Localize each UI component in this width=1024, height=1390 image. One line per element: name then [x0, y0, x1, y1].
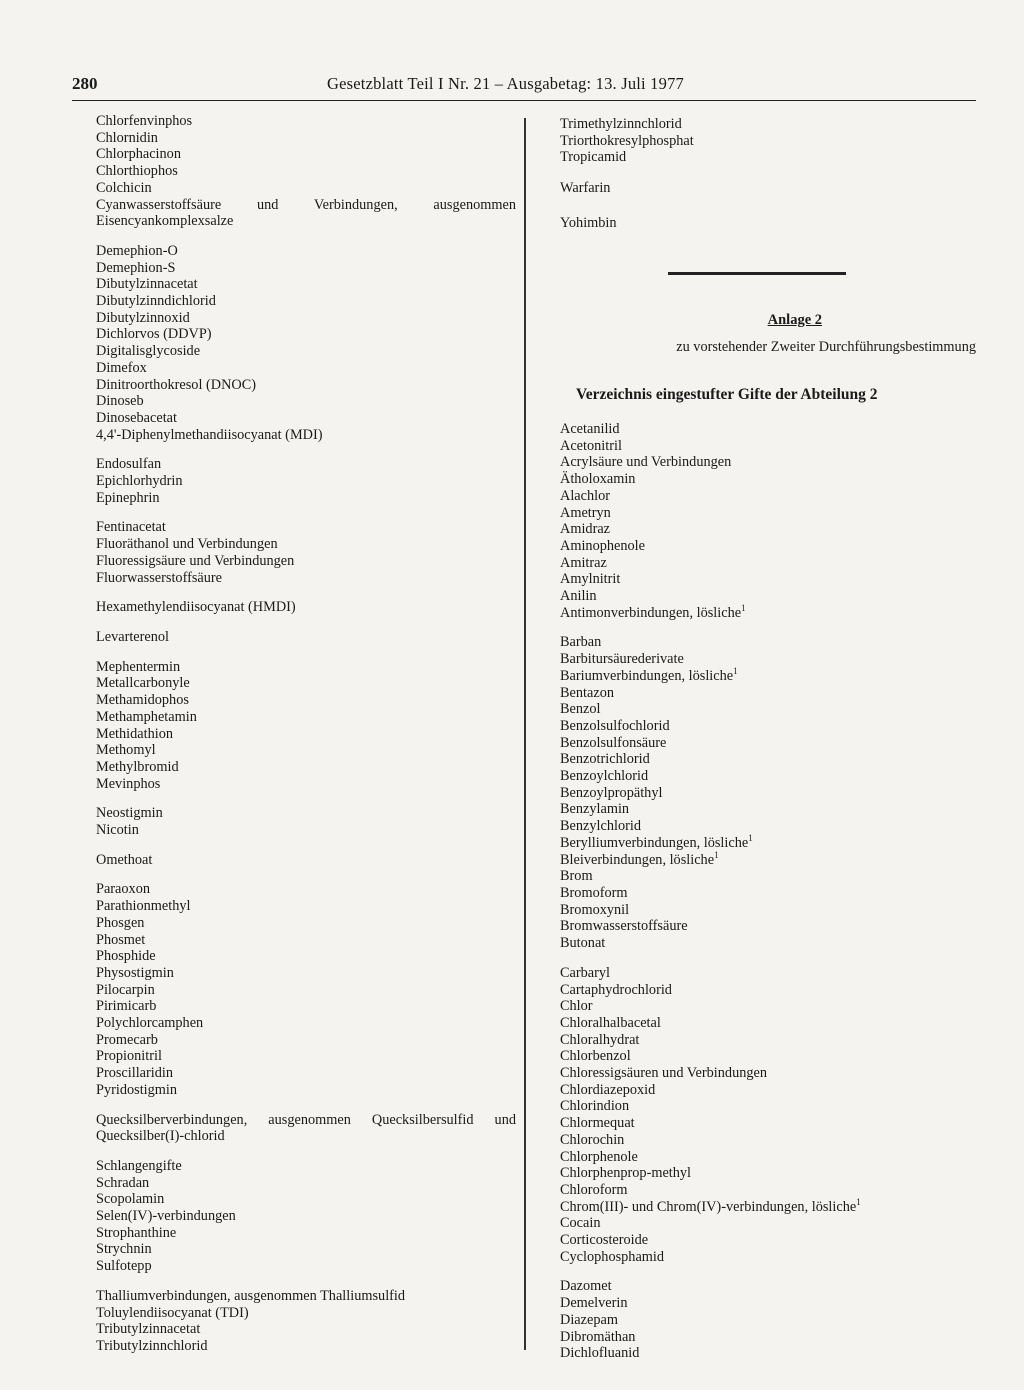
list-item: Metallcarbonyle — [96, 675, 190, 692]
list-item: Cyanwasserstoffsäure und Verbindungen, ausgenommen Eisencyankomplexsalze — [96, 196, 516, 230]
list-item: Chloralhalbacetal — [560, 1014, 661, 1031]
list-item: Thalliumverbindungen, ausgenommen Thalliumsulfid — [96, 1287, 406, 1304]
list-item: Trimethylzinnchlorid — [560, 116, 682, 132]
list-item: Benzoylpropäthyl — [560, 784, 663, 801]
list-item: Chrom(III)- und Chrom(IV)-verbindungen, lösliche$^1$ — [560, 1196, 861, 1215]
list-item: Benzylchlorid — [560, 818, 641, 835]
list-item: Barban — [560, 634, 602, 651]
list-item: Acetonitril — [560, 437, 622, 454]
list-item: Butonat — [560, 935, 606, 952]
list-item: Methomyl — [96, 742, 156, 759]
list-item: Omethoat — [96, 851, 153, 868]
list-item: Acrylsäure und Verbindungen — [560, 454, 732, 471]
list-item: Nicotin — [96, 822, 139, 839]
list-item: Fluoräthanol und Verbindungen — [96, 536, 278, 553]
list-item: Chlorphenole — [560, 1148, 638, 1165]
list-item: Anilin — [560, 588, 597, 605]
list-item: Chlorphacinon — [96, 146, 181, 163]
list-item: Chlorochin — [560, 1131, 625, 1148]
list-item: Brom — [560, 868, 593, 885]
list-item: Diazepam — [560, 1311, 618, 1328]
section-rule — [668, 272, 846, 275]
list-item: Digitalisglycoside — [96, 343, 201, 360]
list-item: Amitraz — [560, 554, 607, 571]
list-item: Carbaryl — [560, 964, 611, 981]
list-group — [96, 805, 516, 838]
list-item: Promecarb — [96, 1031, 158, 1048]
list-item: Tropicamid — [560, 149, 627, 166]
list-item: Methamidophos — [96, 692, 189, 709]
list-group — [560, 965, 980, 1266]
list-group — [96, 456, 516, 506]
list-item: Hexamethylendiisocyanat (HMDI) — [96, 599, 296, 616]
list-item: Warfarin — [560, 180, 611, 197]
list-item: Schlangengifte — [96, 1157, 182, 1174]
list-item: Fluorwasserstoffsäure — [96, 569, 222, 586]
list-group — [96, 243, 516, 443]
list-item: Chlorindion — [560, 1098, 630, 1115]
list-item: Tributylzinnchlorid — [96, 1338, 208, 1354]
anlage-subtitle: zu vorstehender Zweiter Durchführungsbestimmung — [676, 339, 976, 355]
list-item: Quecksilberverbindungen, ausgenommen Quecksilbersulfid und Quecksilber(I)-chlorid — [96, 1111, 516, 1145]
list-item: Mephentermin — [96, 658, 181, 675]
list-item: Corticosteroide — [560, 1232, 649, 1249]
list-item: Mevinphos — [96, 775, 161, 792]
list-item: Barbitursäurederivate — [560, 651, 684, 668]
list-group — [96, 881, 516, 1098]
page-header — [72, 74, 976, 101]
list-item: Phosmet — [96, 931, 146, 948]
list-group — [96, 852, 516, 869]
list-group — [560, 634, 980, 951]
header-title: Gesetzblatt Teil I Nr. 21 – Ausgabetag: 13. Juli 1977 — [327, 74, 684, 93]
list-item: Acetanilid — [560, 421, 620, 437]
list-item: Schradan — [96, 1174, 150, 1191]
list-item: Phosphide — [96, 948, 156, 965]
list-item: 4,4'-Diphenylmethandiisocyanat (MDI) — [96, 426, 323, 443]
abteilung-2-list — [560, 421, 980, 1375]
list-item: Bromoform — [560, 884, 628, 901]
list-item: Chlornidin — [96, 129, 158, 146]
list-item: Berylliumverbindungen, lösliche$^1$ — [560, 833, 753, 851]
list-item: Dibutylzinnacetat — [96, 276, 198, 293]
list-item: Demephion-O — [96, 242, 178, 259]
list-item: Dichlofluanid — [560, 1345, 640, 1362]
list-item: Ametryn — [560, 504, 611, 521]
list-item: Alachlor — [560, 487, 611, 504]
section-heading: Verzeichnis eingestufter Gifte der Abteilung 2 — [576, 386, 878, 403]
list-item: Fluoressigsäure und Verbindungen — [96, 552, 295, 569]
list-item: Triorthokresylphosphat — [560, 132, 694, 149]
list-item: Benzolsulfochlorid — [560, 717, 670, 734]
list-item: Propionitril — [96, 1048, 162, 1065]
list-item: Chloralhydrat — [560, 1031, 640, 1048]
list-item: Demelverin — [560, 1295, 628, 1312]
list-item: Polychlorcamphen — [96, 1015, 204, 1032]
list-item: Dazomet — [560, 1278, 612, 1295]
list-item: Fentinacetat — [96, 519, 166, 536]
list-item: Pirimicarb — [96, 998, 157, 1015]
column-divider — [524, 118, 526, 1350]
list-item: Antimonverbindungen, lösliche$^1$ — [560, 602, 746, 621]
list-item: Bleiverbindungen, lösliche$^1$ — [560, 849, 719, 868]
list-group — [560, 116, 980, 166]
list-item: Aminophenole — [560, 537, 645, 554]
right-column-continued-list — [560, 116, 980, 232]
list-item: Cocain — [560, 1215, 601, 1232]
list-item: Paraoxon — [96, 881, 150, 898]
list-item: Phosgen — [96, 914, 145, 931]
list-group — [96, 1288, 516, 1355]
list-item: Pilocarpin — [96, 981, 155, 998]
list-group — [560, 180, 980, 197]
list-item: Benzotrichlorid — [560, 751, 650, 768]
list-item: Cartaphydrochlorid — [560, 981, 672, 998]
list-item: Chlorfenvinphos — [96, 113, 193, 129]
list-item: Dimefox — [96, 359, 147, 376]
list-item: Chlormequat — [560, 1115, 635, 1132]
list-item: Methylbromid — [96, 758, 179, 775]
list-item: Bentazon — [560, 684, 614, 701]
list-item: Bromoxynil — [560, 901, 630, 918]
list-group — [560, 421, 980, 621]
list-group — [96, 1158, 516, 1275]
list-item: Epinephrin — [96, 489, 160, 506]
list-item: Amidraz — [560, 521, 611, 538]
list-item: Benzylamin — [560, 801, 630, 818]
list-item: Dinitroorthokresol (DNOC) — [96, 376, 257, 393]
list-group — [96, 113, 516, 230]
list-item: Scopolamin — [96, 1191, 165, 1208]
list-item: Strophanthine — [96, 1224, 177, 1241]
list-item: Chloressigsäuren und Verbindungen — [560, 1065, 768, 1082]
list-item: Colchicin — [96, 179, 152, 196]
left-column — [96, 113, 516, 1368]
list-item: Pyridostigmin — [96, 1081, 178, 1098]
list-item: Neostigmin — [96, 805, 163, 822]
list-group — [96, 659, 516, 793]
list-item: Selen(IV)-verbindungen — [96, 1208, 236, 1225]
list-item: Dinoseb — [96, 393, 144, 410]
list-item: Epichlorhydrin — [96, 473, 183, 490]
list-item: Chloroform — [560, 1181, 628, 1198]
list-group — [96, 599, 516, 616]
list-item: Benzolsulfonsäure — [560, 734, 667, 751]
list-item: Toluylendiisocyanat (TDI) — [96, 1304, 249, 1321]
list-item: Dibromäthan — [560, 1328, 636, 1345]
list-item: Proscillaridin — [96, 1065, 174, 1082]
list-item: Strychnin — [96, 1241, 152, 1258]
list-item: Chlordiazepoxid — [560, 1081, 656, 1098]
list-item: Dichlorvos (DDVP) — [96, 326, 212, 343]
list-item: Parathionmethyl — [96, 898, 191, 915]
list-group — [96, 629, 516, 646]
list-item: Sulfotepp — [96, 1258, 152, 1275]
anlage-title: Anlage 2 — [767, 312, 822, 328]
list-item: Ätholoxamin — [560, 471, 636, 488]
list-item: Physostigmin — [96, 964, 174, 981]
list-group — [560, 1278, 980, 1362]
list-group — [96, 519, 516, 586]
list-item: Bariumverbindungen, lösliche$^1$ — [560, 666, 738, 684]
list-group — [96, 1112, 516, 1145]
list-item: Amylnitrit — [560, 571, 621, 588]
list-item: Bromwasserstoffsäure — [560, 918, 688, 935]
list-item: Levarterenol — [96, 628, 170, 645]
list-item: Tributylzinnacetat — [96, 1321, 201, 1338]
list-item: Methidathion — [96, 725, 174, 742]
list-item: Chlor — [560, 998, 593, 1015]
list-group — [560, 215, 980, 232]
page-number: 280 — [72, 74, 98, 93]
list-item: Dibutylzinndichlorid — [96, 293, 216, 310]
list-item: Dinosebacetat — [96, 409, 177, 426]
list-item: Benzol — [560, 701, 601, 718]
list-item: Yohimbin — [560, 214, 617, 231]
list-item: Demephion-S — [96, 259, 176, 276]
list-item: Chlorbenzol — [560, 1048, 631, 1065]
list-item: Methamphetamin — [96, 708, 197, 725]
list-item: Chlorthiophos — [96, 163, 178, 180]
list-item: Chlorphenprop-methyl — [560, 1165, 692, 1182]
list-item: Benzoylchlorid — [560, 768, 649, 785]
list-item: Endosulfan — [96, 456, 162, 473]
list-item: Dibutylzinnoxid — [96, 309, 190, 326]
list-item: Cyclophosphamid — [560, 1248, 665, 1265]
